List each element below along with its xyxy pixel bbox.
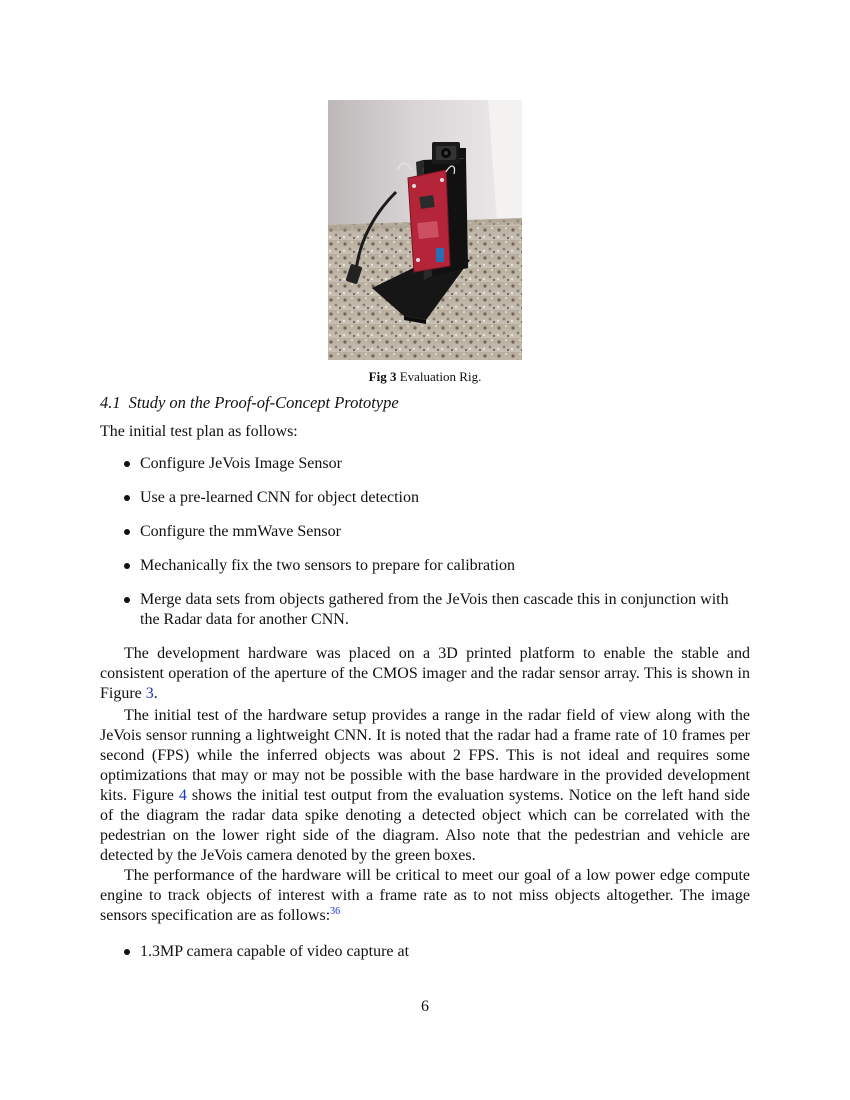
- list-item: 1.3MP camera capable of video capture at: [100, 942, 750, 962]
- figure-3-link[interactable]: 3: [145, 685, 154, 702]
- spec-list: [100, 942, 750, 962]
- figure-caption: [0, 369, 850, 385]
- list-item: Configure the mmWave Sensor: [100, 522, 750, 542]
- bullet-icon: [124, 461, 130, 467]
- list-item: Use a pre-learned CNN for object detection: [100, 488, 750, 508]
- list-item: Configure JeVois Image Sensor: [100, 454, 750, 474]
- figure-4-link[interactable]: 4: [178, 787, 187, 804]
- bullet-icon: [124, 495, 130, 501]
- page-number: 6: [421, 998, 429, 1015]
- paragraph-performance: The performance of the hardware will be critical to meet our goal of a low power edge compute engine to track objects of interest with a frame rate as to not miss objects altogether. The image sensors specification are as follows:$^{36}$: [100, 867, 750, 924]
- bullet-icon: [124, 563, 130, 569]
- bullet-icon: [124, 949, 130, 955]
- evaluation-rig-photo: [328, 100, 522, 360]
- paragraph-initial-test: The initial test of the hardware setup provides a range in the radar field of view along with the JeVois sensor running a lightweight CNN. It is noted that the radar had a frame rate of 10 frames per second (FPS) while the inferred objects was about 2 FPS. This is not ideal and requires some optimizations that may or may not be possible with the base hardware in the provided development kits. Figure 4 shows the initial test output from the evaluation systems. Notice on the left hand side of the diagram the radar data spike denoting a detected object which can be correlated with the pedestrian on the lower right side of the diagram. Also note that the pedestrian and vehicle are detected by the JeVois camera denoted by the green boxes.: [100, 707, 751, 864]
- figure-caption-text: Evaluation Rig.: [399, 369, 482, 384]
- list-item: Mechanically fix the two sensors to prepare for calibration: [100, 556, 750, 576]
- figure-label: Fig 3: [368, 369, 397, 384]
- intro-text: The initial test plan as follows:: [100, 423, 298, 440]
- bullet-icon: [124, 529, 130, 535]
- bullet-icon: [124, 597, 130, 603]
- list-item: Merge data sets from objects gathered from the JeVois then cascade this in conjunction with the Radar data for another CNN.: [100, 590, 750, 630]
- section-heading: [100, 393, 399, 413]
- section-number: 4.1: [100, 393, 121, 412]
- test-plan-list: [100, 454, 750, 630]
- section-title: Study on the Proof-of-Concept Prototype: [128, 393, 399, 412]
- paragraph-hardware: The development hardware was placed on a 3D printed platform to enable the stable and consistent operation of the aperture of the CMOS imager and the radar sensor array. This is shown in Figure 3.: [100, 645, 750, 702]
- footnote-36-link[interactable]: 36: [330, 906, 341, 917]
